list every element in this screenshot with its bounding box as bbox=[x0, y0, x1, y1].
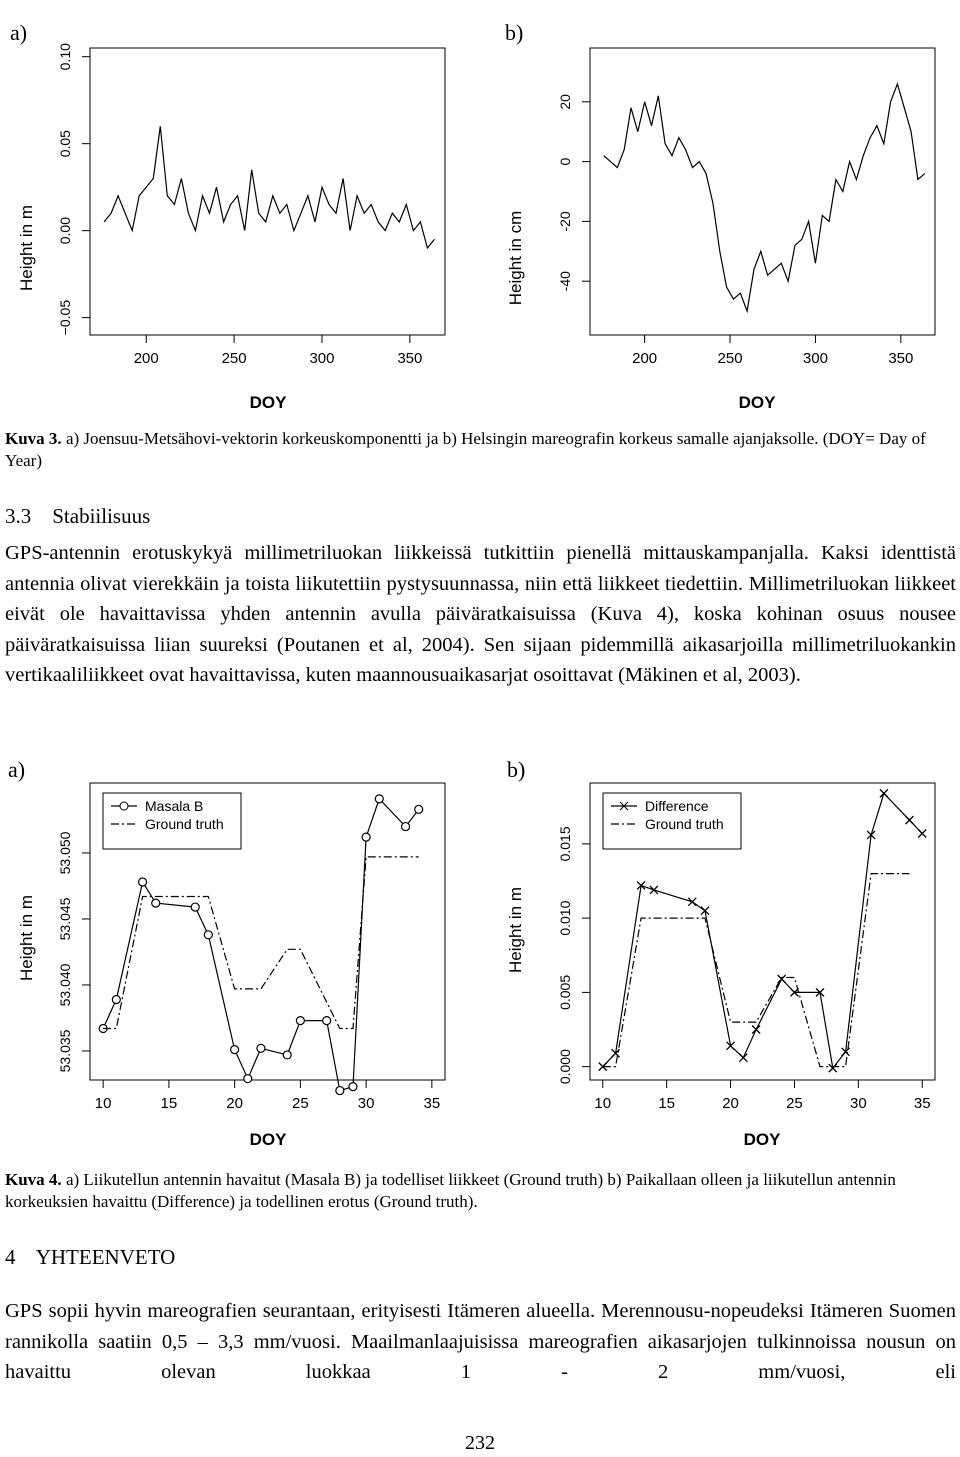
y-tick-label: 53.040 bbox=[57, 963, 73, 1007]
fig4-caption bbox=[5, 1169, 957, 1213]
x-tick-label: 200 bbox=[632, 350, 658, 367]
data-point bbox=[139, 878, 147, 886]
series-line-0 bbox=[604, 84, 925, 311]
data-point bbox=[415, 805, 423, 813]
x-tick-label: 10 bbox=[594, 1095, 612, 1112]
x-tick-label: 10 bbox=[94, 1095, 112, 1112]
y-tick-label: 0.00 bbox=[57, 217, 73, 245]
y-tick-label: 0.015 bbox=[557, 826, 573, 862]
x-axis-label: DOY bbox=[249, 393, 287, 412]
data-point bbox=[336, 1087, 344, 1095]
section-4-paragraph: GPS sopii hyvin mareografien seurantaan, erityisesti Itämeren alueella. Merennousu-nopeudeksi Itämeren Suomen rannikolla saatiin 0,5 – 3,3 mm/vuosi. Maailmanlaajuisissa mareografien aikasarjojen tulkinnoissa nousun on havaittu olevan luokkaa 1 - 2 mm/vuosi, eli bbox=[5, 1300, 956, 1383]
section-3-3-paragraph: GPS-antennin erotuskykyä millimetriluokan liikkeissä tutkittiin pienellä mittauskampanjalla. Kaksi identtistä antennia olivat vierekkäin ja toista liikutettiin pystysuunnassa, niin että liikkeet tiedettiin. Millimetriluokan liikkeet eivät ole havaittavissa yhden antennin avulla päiväratkaisuissa (Kuva 4), koska kohinan osuus nousee päiväratkaisuissa liian suureksi (Poutanen et al, 2004). Sen sijaan pidemmillä aikasarjoilla millimetriluokankin vertikaaliliikkeet ovat havaittavissa, kuten maannousuaikasarjat osoittavat (Mäkinen et al, 2003). bbox=[5, 542, 956, 686]
y-tick-label: 0 bbox=[557, 157, 573, 166]
data-point bbox=[650, 886, 658, 894]
fig4-panel-a-letter: a) bbox=[8, 757, 26, 782]
x-tick-label: 35 bbox=[423, 1095, 441, 1112]
x-tick-label: 200 bbox=[133, 350, 159, 367]
x-tick-label: 25 bbox=[786, 1095, 803, 1112]
fig4-caption-text: a) Liikutellun antennin havaitut (Masala B) ja todelliset liikkeet (Ground truth) b) Paikallaan olleen ja liikutellun antennin korkeuksien havaittu (Difference) ja todellinen erotus (Ground truth). bbox=[5, 1170, 896, 1211]
data-point bbox=[257, 1044, 265, 1052]
x-tick-label: 300 bbox=[309, 350, 335, 367]
x-tick-label: 30 bbox=[357, 1095, 375, 1112]
fig3-panel-b-letter: b) bbox=[505, 20, 524, 45]
legend-label: Difference bbox=[645, 798, 709, 814]
x-tick-label: 35 bbox=[913, 1095, 931, 1112]
data-point bbox=[283, 1051, 291, 1059]
legend-label: Ground truth bbox=[145, 816, 224, 832]
legend-marker bbox=[120, 802, 128, 810]
data-point bbox=[362, 833, 370, 841]
y-axis-label: Height in m bbox=[17, 205, 36, 291]
y-tick-label: 0.05 bbox=[57, 130, 73, 158]
y-tick-label: −0.05 bbox=[57, 299, 73, 336]
y-axis-label: Height in cm bbox=[506, 210, 525, 306]
data-point bbox=[204, 931, 212, 939]
x-axis-label: DOY bbox=[249, 1130, 287, 1149]
fig4b-chart bbox=[495, 775, 960, 1160]
fig3-caption-text: a) Joensuu-Metsähovi-vektorin korkeuskomponentti ja b) Helsingin mareografin korkeus samalle ajanjaksolle. (DOY= Day of Year) bbox=[5, 429, 926, 470]
y-tick-label: 53.035 bbox=[57, 1029, 73, 1073]
fig3-panel-a-letter: a) bbox=[10, 20, 28, 45]
fig4-caption-label: Kuva 4. bbox=[5, 1170, 62, 1189]
y-tick-label: 53.045 bbox=[57, 897, 73, 941]
fig4-panel-b-letter: b) bbox=[507, 757, 526, 782]
fig3-caption-label: Kuva 3. bbox=[5, 429, 62, 448]
y-tick-label: 20 bbox=[557, 94, 573, 110]
data-point bbox=[739, 1054, 747, 1062]
section-3-3-heading: 3.3 Stabiilisuus bbox=[5, 504, 151, 528]
data-point bbox=[918, 829, 926, 837]
y-tick-label: -20 bbox=[557, 211, 573, 232]
legend-label: Ground truth bbox=[645, 816, 724, 832]
y-tick-label: -40 bbox=[557, 271, 573, 292]
data-point bbox=[349, 1083, 357, 1091]
fig3a-chart bbox=[0, 30, 460, 415]
y-tick-label: 0.000 bbox=[557, 1049, 573, 1085]
y-tick-label: 0.10 bbox=[57, 43, 73, 71]
x-tick-label: 250 bbox=[717, 350, 743, 367]
data-point bbox=[323, 1017, 331, 1025]
fig3-caption bbox=[5, 428, 957, 472]
y-tick-label: 0.005 bbox=[557, 974, 573, 1010]
data-point bbox=[375, 795, 383, 803]
x-tick-label: 350 bbox=[397, 350, 423, 367]
x-tick-label: 30 bbox=[849, 1095, 867, 1112]
data-point bbox=[231, 1046, 239, 1054]
data-point bbox=[752, 1026, 760, 1034]
data-point bbox=[191, 903, 199, 911]
x-tick-label: 350 bbox=[888, 350, 914, 367]
page-number: 232 bbox=[465, 1432, 495, 1454]
y-tick-label: 53.050 bbox=[57, 831, 73, 875]
y-axis-label: Height in m bbox=[506, 887, 525, 973]
x-tick-label: 250 bbox=[221, 350, 247, 367]
x-tick-label: 300 bbox=[802, 350, 828, 367]
x-tick-label: 15 bbox=[160, 1095, 178, 1112]
y-tick-label: 0.010 bbox=[557, 900, 573, 936]
data-point bbox=[402, 823, 410, 831]
x-tick-label: 15 bbox=[658, 1095, 676, 1112]
data-point bbox=[880, 789, 888, 797]
data-point bbox=[244, 1075, 252, 1083]
section-4-heading: 4 YHTEENVETO bbox=[5, 1245, 176, 1269]
x-tick-label: 20 bbox=[226, 1095, 243, 1112]
series-line-1 bbox=[103, 857, 419, 1029]
fig3b-chart bbox=[495, 30, 955, 415]
data-point bbox=[152, 899, 160, 907]
x-axis-label: DOY bbox=[738, 393, 776, 412]
data-point bbox=[112, 995, 120, 1003]
x-axis-label: DOY bbox=[743, 1130, 781, 1149]
data-point bbox=[905, 816, 913, 824]
plot-frame bbox=[590, 48, 935, 335]
data-point bbox=[296, 1017, 304, 1025]
series-line-0 bbox=[104, 126, 434, 248]
y-axis-label: Height in m bbox=[17, 895, 36, 981]
fig4a-chart bbox=[0, 775, 465, 1160]
legend-label: Masala B bbox=[145, 798, 204, 814]
x-tick-label: 25 bbox=[292, 1095, 309, 1112]
x-tick-label: 20 bbox=[722, 1095, 739, 1112]
data-point bbox=[688, 898, 696, 906]
